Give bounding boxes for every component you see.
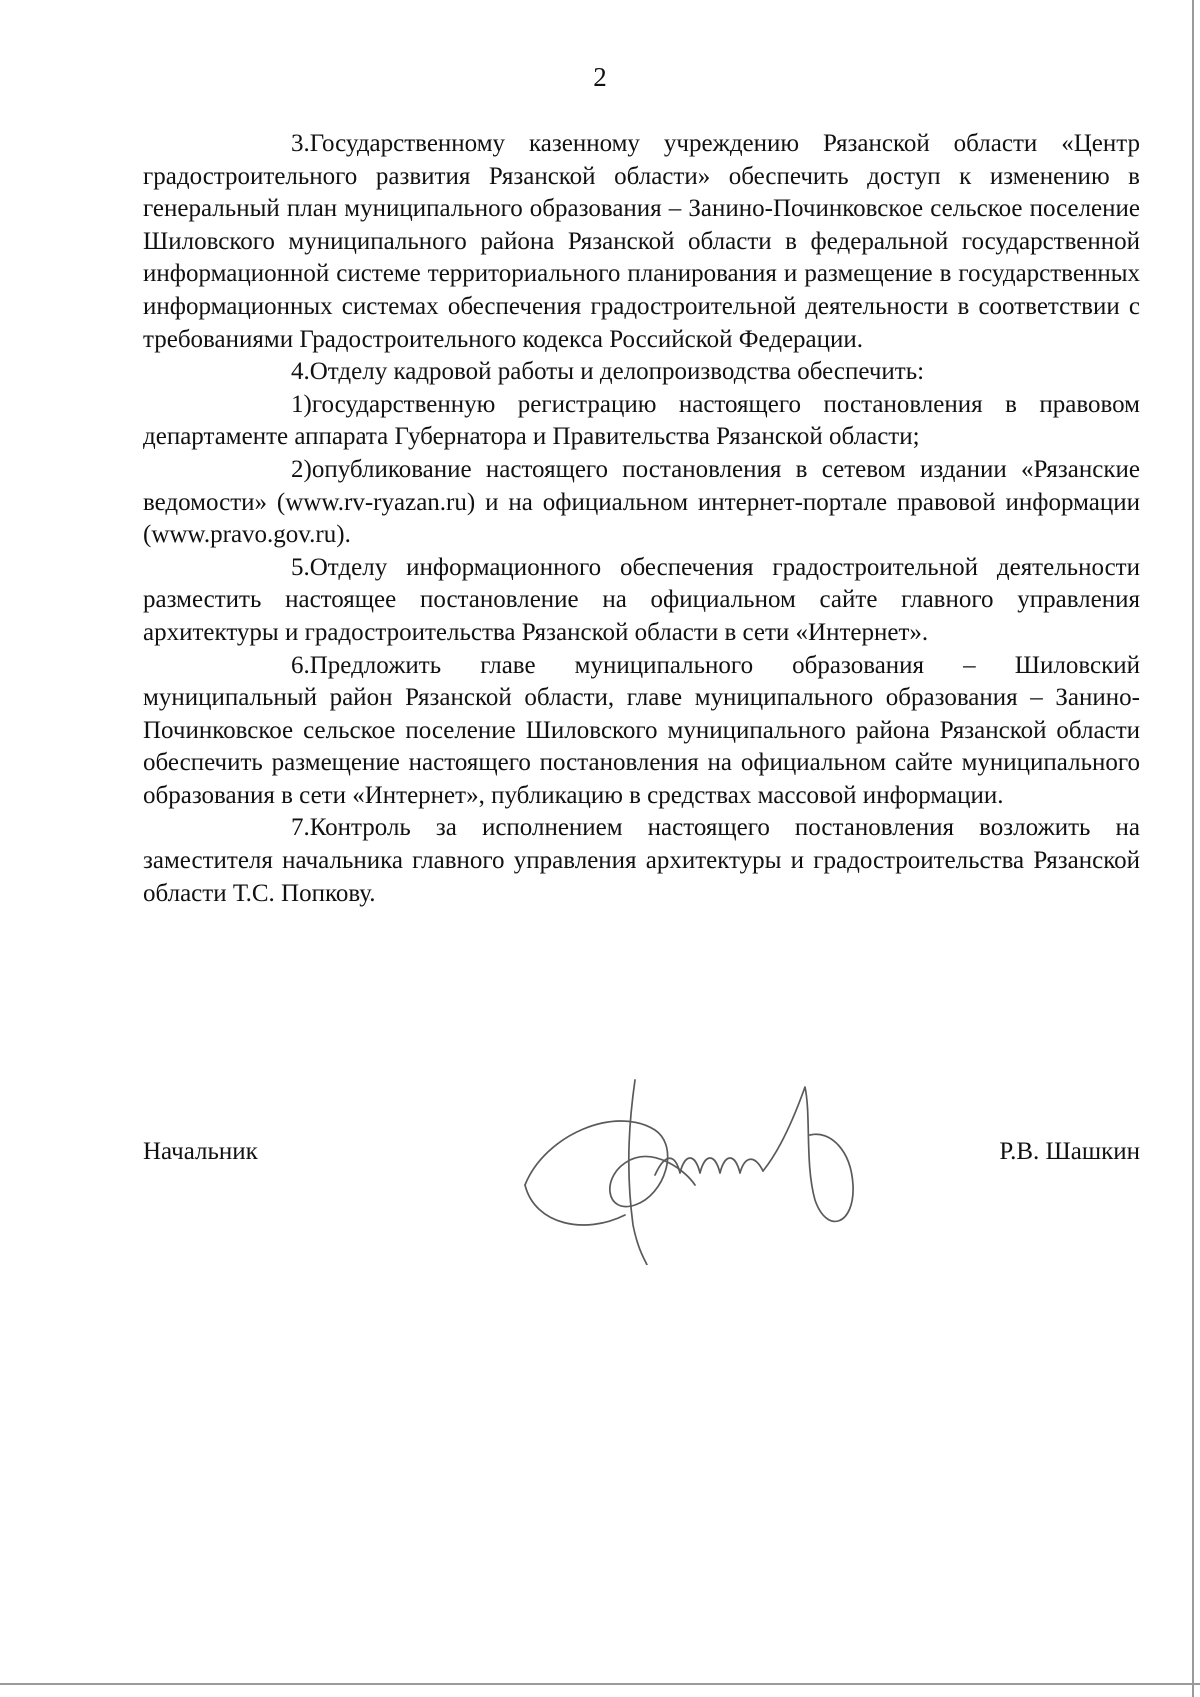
paragraph-number: 4. [291,358,310,386]
paragraph-4-2 [143,454,1140,552]
signer-name: Р.В. Шашкин [999,1138,1140,1165]
paragraph-text: Отделу кадровой работы и делопроизводства обеспечить: [309,358,925,386]
signature-stroke-loop [629,1080,647,1265]
paragraph-number: 2) [291,455,312,483]
paragraph-text: государственную регистрацию настоящего постановления в правовом департаменте аппарата Губернатора и Правительства Рязанской области; [143,390,1140,451]
paragraph-number: 3. [291,130,310,157]
paragraph-text: Контроль за исполнением настоящего постановления возложить на заместителя начальника главного управления архитектуры и градостроительства Рязанской области Т.С. Попкову. [143,814,1140,907]
paragraph-7 [143,812,1140,910]
document-body [143,128,1140,910]
page-edge-bottom [0,1683,1200,1685]
paragraph-6 [143,650,1140,813]
paragraph-number: 6. [291,651,310,679]
paragraph-number: 7. [291,814,310,842]
paragraph-number: 1) [291,390,312,418]
paragraph-3 [143,128,1140,356]
signer-position: Начальник [143,1138,258,1165]
signature-stroke-wave [655,1158,763,1175]
signature-stroke-tail [763,1087,853,1221]
page-number: 2 [593,62,607,92]
paragraph-4 [143,356,1140,389]
page-edge-right [1192,0,1194,1697]
paragraph-4-1 [143,389,1140,454]
paragraph-text: Государственному казенному учреждению Рязанской области «Центр градостроительного развития Рязанской области» обеспечить доступ к изменению в генеральный план муниципального образования – Занино-Починковское сельское поселение Шиловского муниципального района Рязанской области в федеральной государственной информационной системе территориального планирования и размещение в государственных информационных системах обеспечения градостроительной деятельности в соответствии с требованиями Градостроительного кодекса Российской Федерации. [143,130,1140,353]
handwritten-signature [505,1075,925,1265]
paragraph-number: 5. [291,553,310,581]
paragraph-text: опубликование настоящего постановления в сетевом издании «Рязанские ведомости» (www.rv-ryazan.ru) и на официальном интернет-портале правовой информации (www.pravo.gov.ru). [143,455,1140,549]
paragraph-5 [143,552,1140,650]
paragraph-text: Отделу информационного обеспечения градостроительной деятельности разместить настоящее постановление на официальном сайте главного управления архитектуры и градостроительства Рязанской области в сети «Интернет». [143,553,1140,646]
signature-stroke-main [525,1121,695,1207]
paragraph-text: Предложить главе муниципального образования – Шиловский муниципальный район Рязанской области, главе муниципального образования – Занино-Починковское сельское поселение Шиловского муниципального района Рязанской области обеспечить размещение настоящего постановления на официальном сайте муниципального образования в сети «Интернет», публикацию в средствах массовой информации. [143,651,1140,809]
